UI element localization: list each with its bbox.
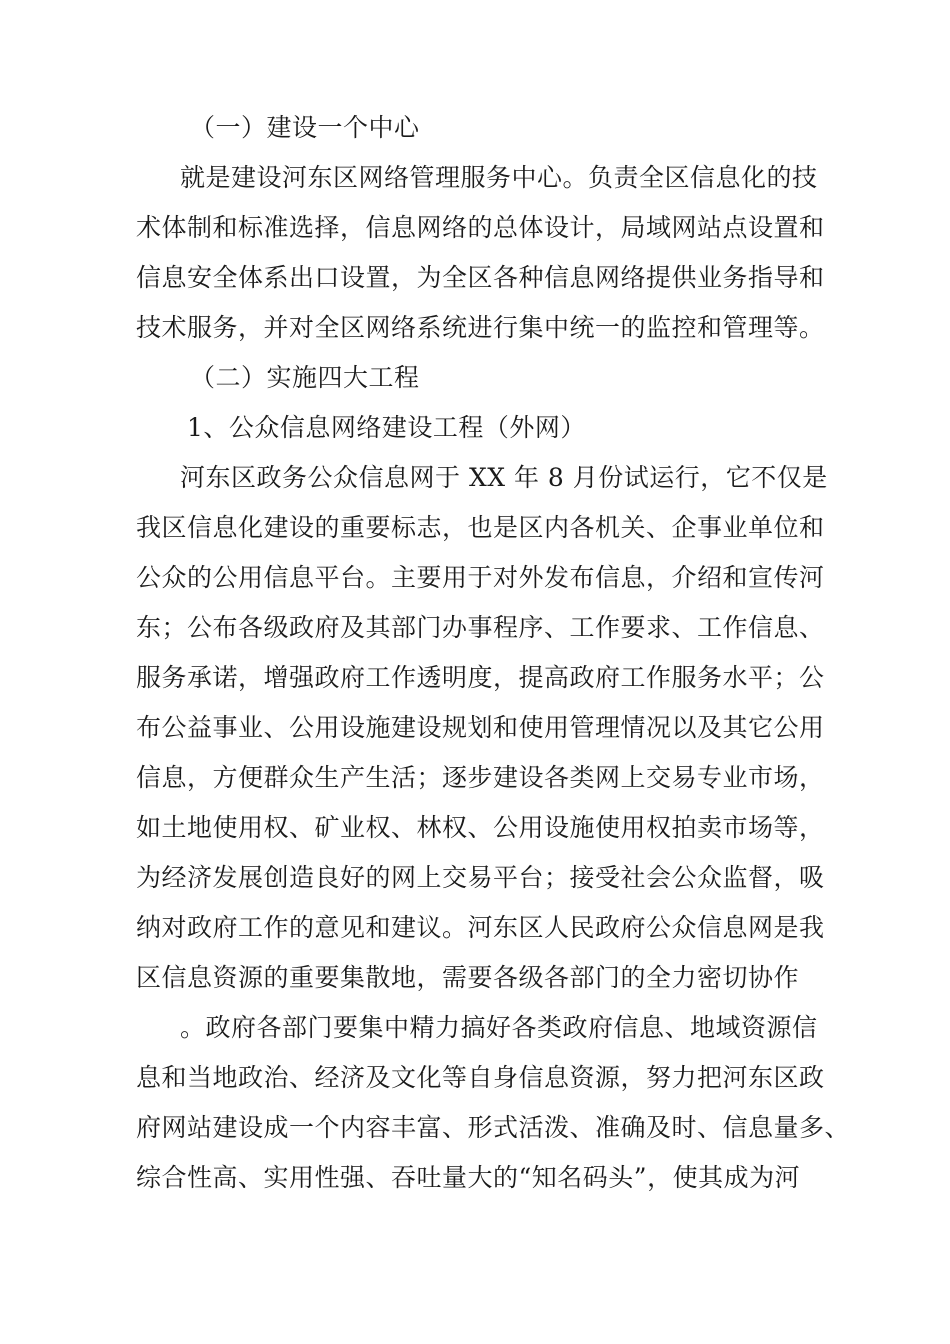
paragraph-line: 技术服务，并对全区网络系统进行集中统一的监控和管理等。	[136, 313, 825, 342]
paragraph-line: 术体制和标准选择，信息网络的总体设计，局域网站点设置和	[136, 213, 825, 242]
paragraph-line: 服务承诺，增强政府工作透明度，提高政府工作服务水平；公	[136, 663, 825, 692]
paragraph-line: 东；公布各级政府及其部门办事程序、工作要求、工作信息、	[136, 613, 825, 642]
paragraph-line: 公众的公用信息平台。主要用于对外发布信息，介绍和宣传河	[136, 563, 825, 592]
paragraph-line: 区信息资源的重要集散地，需要各级各部门的全力密切协作	[136, 963, 800, 992]
paragraph-line: 信息，方便群众生产生活；逐步建设各类网上交易专业市场，	[136, 763, 825, 792]
paragraph-line: 如土地使用权、矿业权、林权、公用设施使用权拍卖市场等，	[136, 813, 825, 842]
paragraph-line: 布公益事业、公用设施建设规划和使用管理情况以及其它公用	[136, 713, 825, 742]
paragraph-line: 息和当地政治、经济及文化等自身信息资源，努力把河东区政	[136, 1063, 825, 1092]
section-heading-2: （二）实施四大工程	[190, 363, 420, 392]
paragraph-line: 。政府各部门要集中精力搞好各类政府信息、地域资源信	[180, 1013, 818, 1042]
section-heading-1: （一）建设一个中心	[190, 113, 420, 142]
paragraph-line: 综合性高、实用性强、吞吐量大的“知名码头”，使其成为河	[136, 1163, 801, 1192]
subsection-heading-1: 1、公众信息网络建设工程（外网）	[187, 413, 586, 442]
paragraph-line: 为经济发展创造良好的网上交易平台；接受社会公众监督，吸	[136, 863, 825, 892]
paragraph-line: 信息安全体系出口设置，为全区各种信息网络提供业务指导和	[136, 263, 825, 292]
paragraph-line: 河东区政务公众信息网于 XX 年 8 月份试运行，它不仅是	[180, 463, 828, 492]
paragraph-line: 我区信息化建设的重要标志，也是区内各机关、企事业单位和	[136, 513, 825, 542]
paragraph-line: 就是建设河东区网络管理服务中心。负责全区信息化的技	[180, 163, 818, 192]
paragraph-line: 纳对政府工作的意见和建议。河东区人民政府公众信息网是我	[136, 913, 825, 942]
paragraph-line: 府网站建设成一个内容丰富、形式活泼、准确及时、信息量多、	[136, 1113, 851, 1142]
